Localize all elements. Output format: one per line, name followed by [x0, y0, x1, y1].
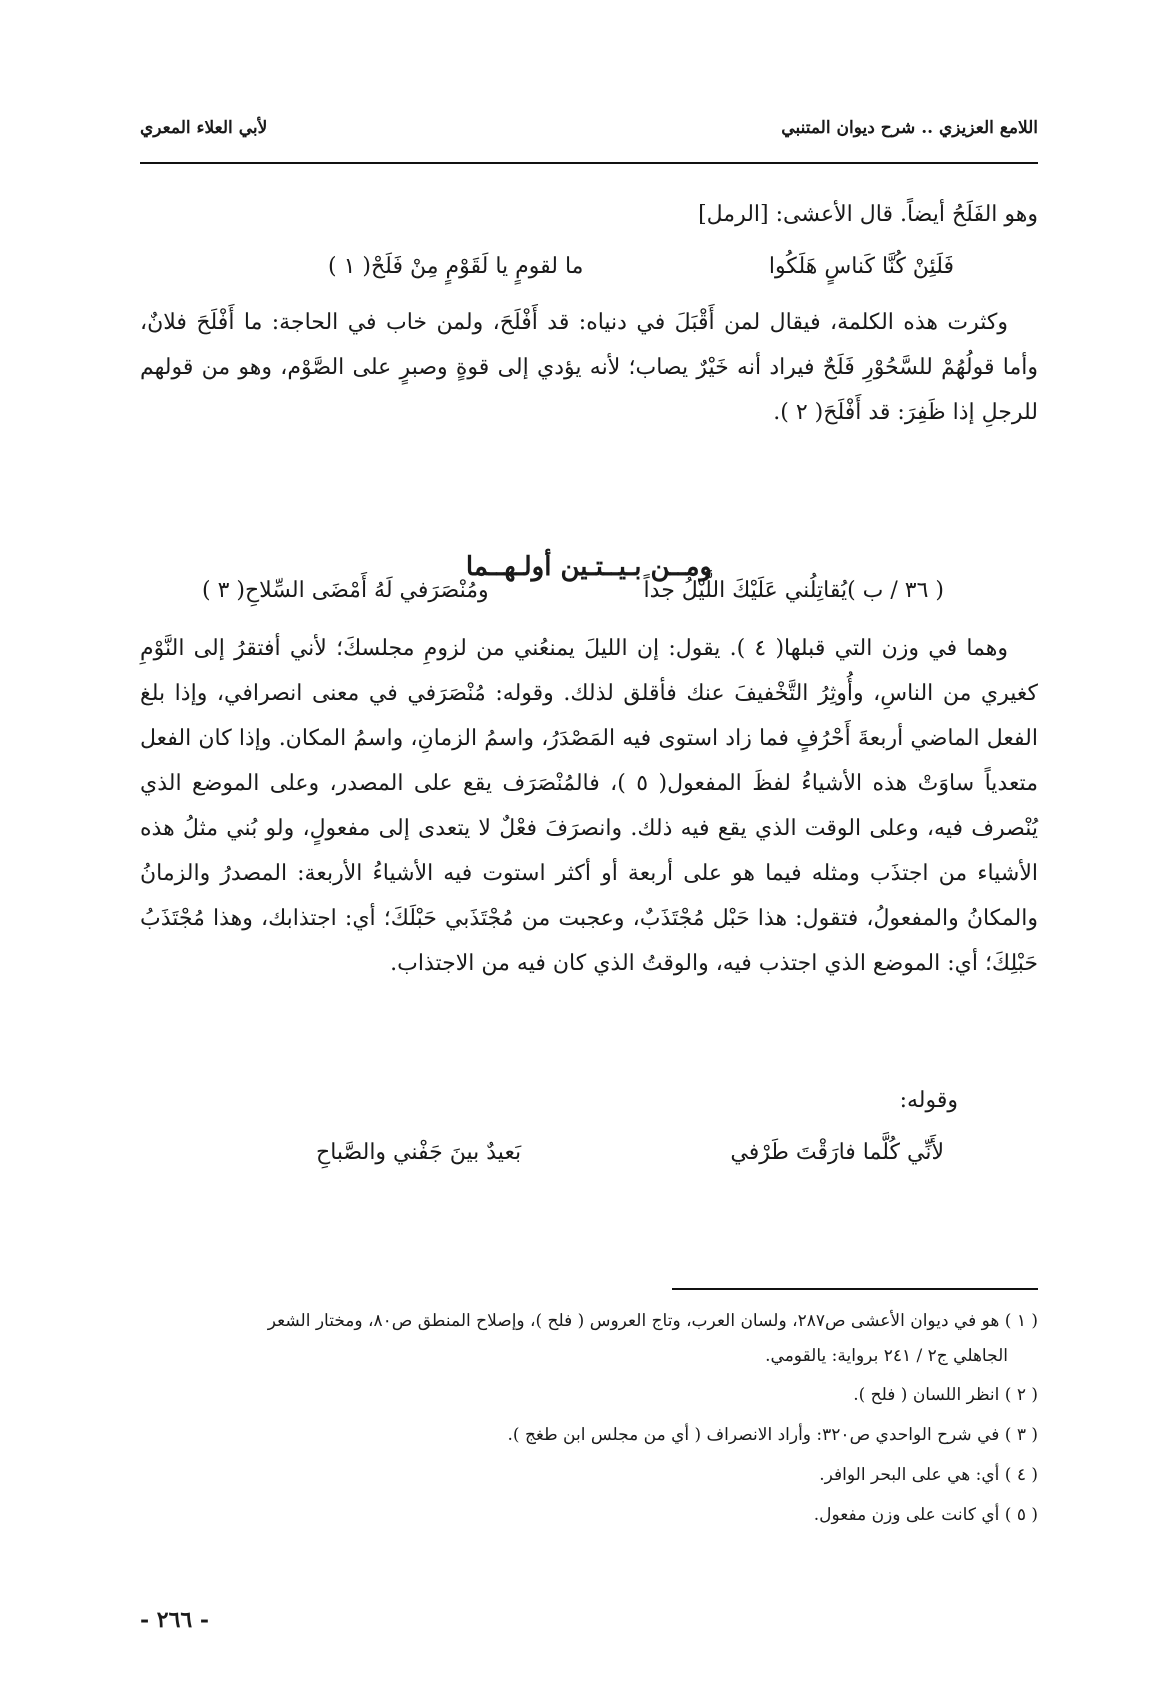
- footnote-1-line-1: ( ١ ) هو في ديوان الأعشى ص٢٨٧، ولسان العرب، وتاج العروس ( فلح )، وإصلاح المنطق ص٨٠، ومختار الشعر: [267, 1311, 1038, 1331]
- header-rule: [140, 162, 1038, 164]
- section-heading: ومــن بـيــتـين أولـهــما: [465, 552, 713, 582]
- page-number: - ٢٦٦ -: [140, 1607, 210, 1633]
- footnote-1-line-2: الجاهلي ج٢ / ٢٤١ برواية: يالقومي.: [765, 1346, 1008, 1366]
- intro-paragraph-block: [140, 300, 1038, 435]
- said-label: وقوله:: [899, 1087, 958, 1113]
- intro-paragraph: وكثرت هذه الكلمة، فيقال لمن أَقْبَلَ في دنياه: قد أَفْلَحَ، ولمن خاب في الحاجة: ما أَفْلَحَ فلانٌ، وأما قولُهُمْ للسَّحُوْرِ فَلَحٌ فيراد أنه خَيْرٌ يصاب؛ لأنه يؤدي إلى قوةٍ وصبرٍ على الصَّوْم، وهو من قولهم للرجلِ إذا ظَفِرَ: قد أَفْلَحَ( ٢ ).: [140, 310, 1038, 425]
- intro-verse-first-hemistich: فَلَئِنْ كُنَّا كَناسٍ هَلَكُوا: [768, 253, 954, 279]
- footnote-3: [140, 1418, 1038, 1453]
- footnote-2: [140, 1378, 1038, 1413]
- header-book-title: اللامع العزيزي .. شرح ديوان المتنبي: [781, 118, 1038, 138]
- footnote-rule: [672, 1288, 1038, 1290]
- footnote-2-line: ( ٢ ) انظر اللسان ( فلح ).: [853, 1385, 1038, 1405]
- running-header: [140, 108, 1038, 148]
- section-verse-second-hemistich: ومُنْصَرَفي لَهُ أَمْضَى السِّلاحِ( ٣ ): [202, 577, 489, 603]
- footnote-5-line: ( ٥ ) أي كانت على وزن مفعول.: [813, 1505, 1038, 1525]
- footnote-5: [140, 1498, 1038, 1533]
- footnote-4: [140, 1458, 1038, 1493]
- footnote-3-line: ( ٣ ) في شرح الواحدي ص٣٢٠: وأراد الانصراف ( أي من مجلس ابن طغج ).: [507, 1425, 1038, 1445]
- intro-verse-second-hemistich: ما لقومٍ يا لَقَوْمٍ مِنْ فَلَحْ( ١ ): [328, 253, 584, 279]
- intro-line: وهو الفَلَحُ أيضاً. قال الأعشى: [الرمل]: [698, 202, 1038, 227]
- section-paragraph-block: [140, 626, 1038, 986]
- section-paragraph: وهما في وزن التي قبلها( ٤ ). يقول: إن الليلَ يمنعُني من لزومِ مجلسكَ؛ لأني أفتقرُ إلى النَّوْمِ كغيري من الناسِ، وأُوثِرُ التَّخْفيفَ عنك فأقلق لذلك. وقوله: مُنْصَرَفي في معنى انصرافي، وإذا بلغ الفعل الماضي أربعةَ أَحْرُفٍ فما زاد استوى فيه المَصْدَرُ، واسمُ الزمانِ، واسمُ المكان. وإذا كان الفعل متعدياً ساوَتْ هذه الأشياءُ لفظَ المفعول( ٥ )، فالمُنْصَرَف يقع على المصدر، وعلى الموضع الذي يُنْصرف فيه، وعلى الوقت الذي يقع فيه ذلك. وانصرَفَ فعْلٌ لا يتعدى إلى مفعولٍ، ولو بُني مثلُ هذه الأشياء من اجتذَب ومثله فيما هو على أربعة أو أكثر استوت فيه الأشياءُ الأربعة: المصدرُ والزمانُ والمكانُ والمفعولُ، فتقول: هذا حَبْل مُجْتَذَبٌ، وعجبت من مُجْتَذَبي حَبْلَكَ؛ أي: اجتذابك، وهذا مُجْتَذَبُ حَبْلِكَ؛ أي: الموضع الذي اجتذب فيه، والوقتُ الذي كان فيه من الاجتذاب.: [140, 636, 1038, 976]
- section-verse2-second-hemistich: بَعيدٌ بينَ جَفْني والصَّباحِ: [316, 1139, 522, 1165]
- footnote-4-line: ( ٤ ) أي: هي على البحر الوافر.: [819, 1465, 1038, 1485]
- section-verse2-first-hemistich: لأَنِّي كُلَّما فارَقْتَ طَرْفي: [730, 1139, 944, 1165]
- section-verse-first-hemistich: ( ٣٦ / ب )يُقاتِلُني عَلَيْكَ اللَّيْلُ جداً: [643, 577, 944, 603]
- header-author: لأبي العلاء المعري: [140, 118, 268, 138]
- intro-line-block: [140, 192, 1038, 237]
- footnote-1: [140, 1304, 1038, 1374]
